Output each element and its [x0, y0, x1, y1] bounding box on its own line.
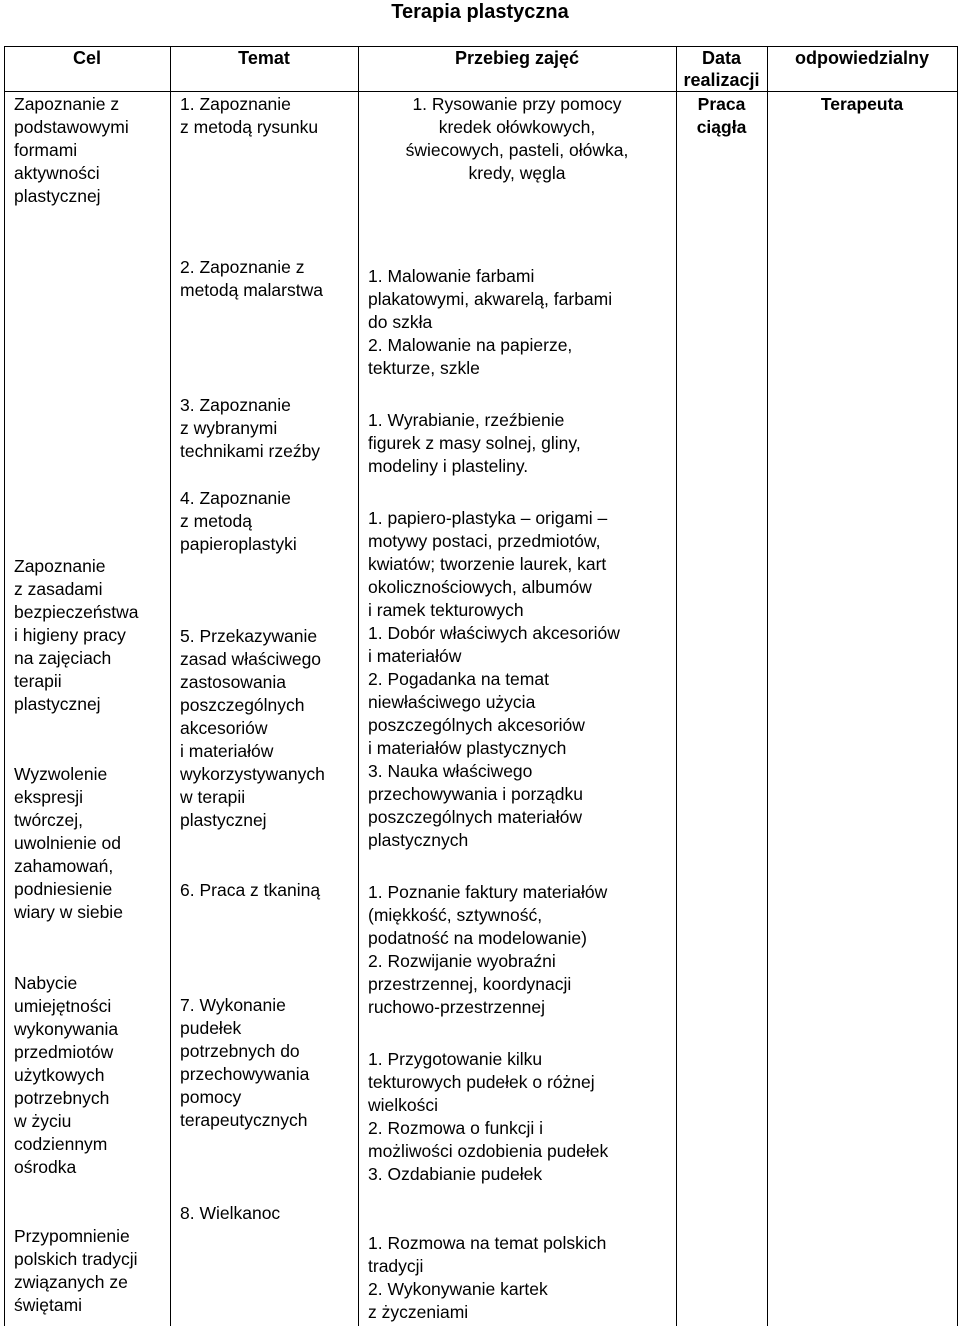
document-title: Terapia plastyczna [391, 1, 569, 23]
temat-item: 7. Wykonanie pudełek potrzebnych do przechowywania pomocy terapeutycznych [180, 995, 310, 1130]
przebieg-item: 1. Malowanie farbami plakatowymi, akwarelą, farbami do szkła 2. Malowanie na papierze, tekturze, szkle [368, 266, 613, 378]
temat-item: 6. Praca z tkaniną [180, 880, 321, 900]
cel-item: Przypomnienie polskich tradycji związanych ze świętami [14, 1226, 138, 1315]
cel-item: Zapoznanie z zasadami bezpieczeństwa i higieny pracy na zajęciach terapii plastycznej [14, 556, 139, 714]
header-odpowiedzialny: odpowiedzialny [794, 48, 929, 68]
temat-item: 3. Zapoznanie z wybranymi technikami rzeźby [180, 395, 321, 461]
przebieg-cell: 1. Rysowanie przy pomocy kredek ołówkowych, świecowych, pasteli, ołówka, kredy, węgla [405, 94, 629, 183]
odpowiedzialny-cell: Terapeuta [820, 94, 904, 114]
header-cel: Cel [72, 48, 101, 68]
temat-item: 5. Przekazywanie zasad właściwego zastosowania poszczególnych akcesoriów i materiałów wykorzystywanych w terapii plastycznej [180, 626, 325, 830]
header-temat: Temat [238, 48, 290, 68]
cel-item: Wyzwolenie ekspresji twórczej, uwolnienie od zahamowań, podniesienie wiary w siebie [14, 764, 123, 922]
col-border-cel [170, 46, 171, 1326]
przebieg-item: 1. papiero-plastyka – origami – motywy postaci, przedmiotów, kwiatów; tworzenie laurek, kart okolicznościowych, albumów i ramek tekturowych 1. Dobór właściwych akcesoriów i materiałów 2. Pogadanka na temat niewłaściwego użycia poszczególnych akcesoriów i materiałów plastycznych 3. Nauka właściwego przechowywania i porządku poszczególnych materiałów plastycznych [368, 508, 620, 850]
header-row-border [4, 91, 957, 92]
header-przebieg: Przebieg zajęć [454, 48, 580, 68]
przebieg-item: 1. Poznanie faktury materiałów (miękkość, sztywność, podatność na modelowanie) 2. Rozwijanie wyobraźni przestrzennej, koordynacji ruchowo-przestrzennej [368, 882, 608, 1017]
data-realizacji-cell: Praca ciągła [696, 94, 747, 137]
przebieg-item: 1. Wyrabianie, rzeźbienie figurek z masy solnej, gliny, modeliny i plasteliny. [368, 410, 581, 476]
col-border-przebieg [676, 46, 677, 1326]
temat-cell: 1. Zapoznanie z metodą rysunku [180, 94, 319, 137]
col-border-right [957, 46, 958, 1326]
temat-item: 4. Zapoznanie z metodą papieroplastyki [180, 488, 297, 554]
temat-item: 8. Wielkanoc [180, 1203, 281, 1223]
col-border-data [767, 46, 768, 1326]
cel-cell: Zapoznanie z podstawowymi formami aktywności plastycznej [14, 94, 129, 206]
przebieg-item: 1. Rozmowa na temat polskich tradycji 2. Wykonywanie kartek z życzeniami [368, 1233, 607, 1322]
cel-item: Nabycie umiejętności wykonywania przedmiotów użytkowych potrzebnych w życiu codziennym ośrodka [14, 973, 119, 1177]
temat-item: 2. Zapoznanie z metodą malarstwa [180, 257, 323, 300]
col-border-left [4, 46, 5, 1326]
header-data-realizacji: Data realizacji [683, 48, 760, 90]
col-border-temat [358, 46, 359, 1326]
przebieg-item: 1. Przygotowanie kilku tekturowych pudełek o różnej wielkości 2. Rozmowa o funkcji i możliwości ozdobienia pudełek 3. Ozdabianie pudełek [368, 1049, 609, 1184]
